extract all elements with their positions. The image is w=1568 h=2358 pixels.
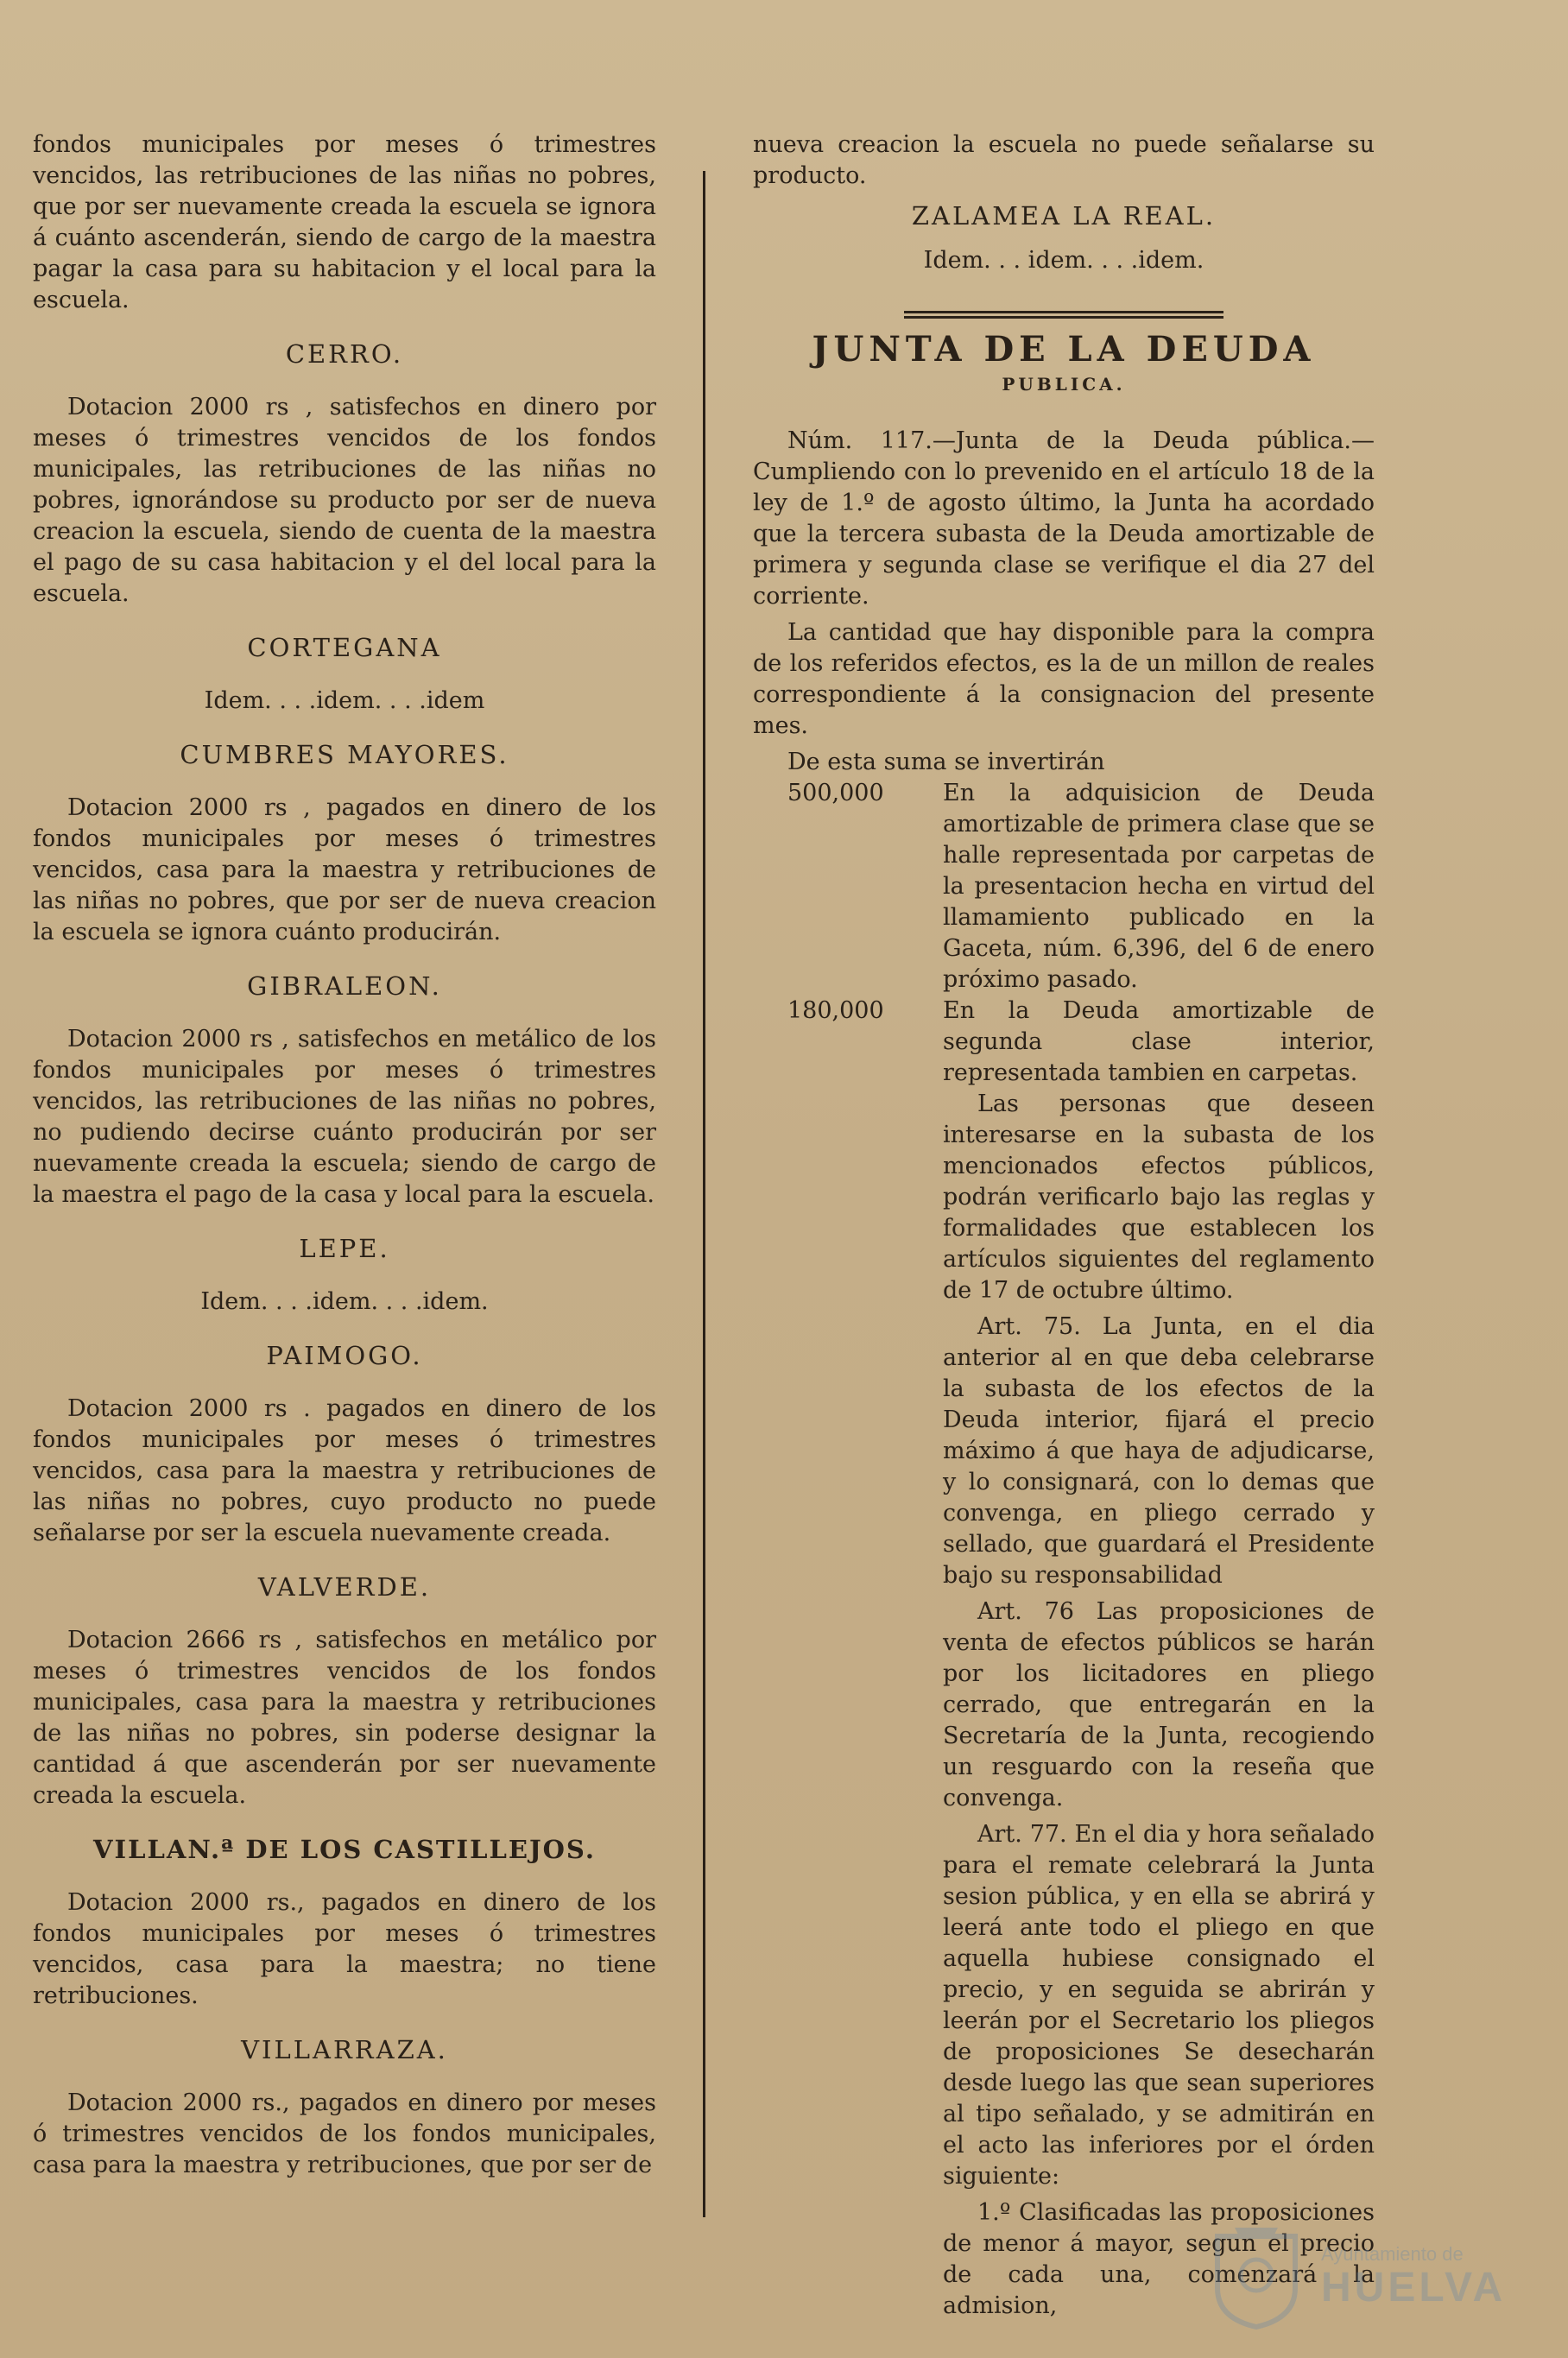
section-heading-zalamea: ZALAMEA LA REAL. [911,201,1217,231]
paragraph: Dotacion 2666 rs , satisfechos en metálico por meses ó trimestres vencidos de los fondos municipales, casa para la maestra y retribuciones de las niñas no pobres, sin poderse designar la cantidad á que ascenderán por ser nuevamente creada la escuela. [33,1627,656,1809]
paragraph: fondos municipales por meses ó trimestres vencidos, las retribuciones de las niñas no pobres, que por ser nuevamente creada la escuela se ignora á cuánto ascenderán, siendo de cargo de la maestra pagar la casa para su habitacion y el local para la escuela. [33,131,656,313]
right-column [753,130,1375,2327]
paragraph: Dotacion 2000 rs., pagados en dinero de los fondos municipales por meses ó trimestres vencidos, casa para la maestra; no tiene retribuciones. [33,1889,656,2009]
list-item [753,996,1375,1089]
article-77-clause-1: 1.º Clasificadas las proposiciones de menor á mayor, segun el precio de cada una, comenzará la admision, [943,2199,1375,2319]
watermark-line2: HUELVA [1321,2265,1507,2311]
paragraph: De esta suma se invertirán [787,749,1105,775]
left-column [33,130,656,2186]
section-heading-cerro: CERRO. [285,339,404,369]
idem-line: Idem. . . .idem. . . .idem [204,687,485,714]
section-heading-villarraza: VILLARRAZA. [241,2035,448,2064]
paragraph: Las personas que deseen interesarse en la subasta de los mencionados efectos públicos, podrán verificarlo bajo las reglas y formalidades que establecen los artículos siguientes del reglamento de 17 de octubre último. [943,1090,1375,1304]
section-heading-cortegana: CORTEGANA [247,633,442,662]
column-divider [703,171,705,2217]
item-text: En la Deuda amortizable de segunda clase interior, representada tambien en carpetas. [943,997,1375,1086]
idem-line: Idem. . . idem. . . .idem. [923,247,1204,274]
paragraph: nueva creacion la escuela no puede señalarse su producto. [753,131,1375,189]
article-76: Art. 76 Las proposiciones de venta de efectos públicos se harán por los licitadores en pliego cerrado, que entregarán en la Secretaría de la Junta, recogiendo un resguardo con la reseña que convenga. [943,1598,1375,1811]
paragraph: Dotacion 2000 rs , satisfechos en metálico de los fondos municipales por meses ó trimestres vencidos, las retribuciones de las niñas no pobres, no pudiendo decirse cuánto producirán por ser nuevamente creada la escuela; siendo de cargo de la maestra el pago de la casa y local para la escuela. [33,1026,656,1208]
paragraph: La cantidad que hay disponible para la compra de los referidos efectos, es la de un millon de reales correspondiente á la consignacion del presente mes. [753,619,1375,739]
item-text: En la adquisicion de Deuda amortizable de primera clase que se halle representada por carpetas de la presentacion hecha en virtud del llamamiento publicado en la Gaceta, núm. 6,396, del 6 de enero próximo pasado. [943,780,1375,993]
section-heading-valverde: VALVERDE. [257,1572,432,1602]
section-heading-paimogo: PAIMOGO. [266,1341,423,1370]
huelva-watermark-logo [1209,2219,1507,2331]
paragraph: Dotacion 2000 rs., pagados en dinero por meses ó trimestres vencidos de los fondos municipales, casa para la maestra y retribuciones, que por ser de [33,2089,656,2178]
junta-title: JUNTA DE LA DEUDA [812,329,1316,370]
paragraph: Dotacion 2000 rs , satisfechos en dinero por meses ó trimestres vencidos de los fondos municipales, las retribuciones de las niñas no pobres, ignorándose su producto por ser de nueva creacion la escuela, siendo de cuenta de la maestra el pago de su casa habitacion y el del local para la escuela. [33,394,656,607]
paragraph: Dotacion 2000 rs . pagados en dinero de los fondos municipales por meses ó trimestres vencidos, casa para la maestra y retribuciones de las niñas no pobres, cuyo producto no puede señalarse por ser la escuela nuevamente creada. [33,1395,656,1546]
watermark-line1: Ayuntamiento de [1321,2243,1464,2265]
section-heading-lepe: LEPE. [299,1234,390,1263]
shield-icon [1209,2219,1304,2331]
section-heading-cumbres: CUMBRES MAYORES. [180,740,509,769]
amount: 180,000 [787,997,884,1024]
idem-line: Idem. . . .idem. . . .idem. [200,1288,489,1315]
paragraph: Núm. 117.—Junta de la Deuda pública.—Cumpliendo con lo prevenido en el artículo 18 de la ley de 1.º de agosto último, la Junta ha acordado que la tercera subasta de la Deuda amortizable de primera y segunda clase se verifique el dia 27 del corriente. [753,427,1375,610]
section-heading-villanueva: VILLAN.ª DE LOS CASTILLEJOS. [93,1835,596,1864]
junta-subtitle: PUBLICA. [1002,374,1126,395]
amount: 500,000 [787,780,884,806]
list-item [753,778,1375,996]
article-75: Art. 75. La Junta, en el dia anterior al en que deba celebrarse la subasta de los efectos de la Deuda interior, fijará el precio máximo á que haya de adjudicarse, y lo consignará, con lo demas que convenga, en pliego cerrado y sellado, que guardará el Presidente bajo su responsabilidad [943,1313,1375,1589]
paragraph: Dotacion 2000 rs , pagados en dinero de los fondos municipales por meses ó trimestres vencidos, casa para la maestra y retribuciones de las niñas no pobres, que por ser de nueva creacion la escuela se ignora cuánto producirán. [33,794,656,945]
section-heading-gibraleon: GIBRALEON. [247,971,442,1001]
double-rule-divider [904,311,1223,319]
article-77: Art. 77. En el dia y hora señalado para el remate celebrará la Junta sesion pública, y en ella se abrirá y leerá ante todo el pliego en que aquella hubiese consignado el precio, y en seguida se abrirán y leerán por el Secretario los pliegos de proposiciones Se desecharán desde luego las que sean superiores al tipo señalado, y se admitirán en el acto las inferiores por el órden siguiente: [943,1821,1375,2190]
